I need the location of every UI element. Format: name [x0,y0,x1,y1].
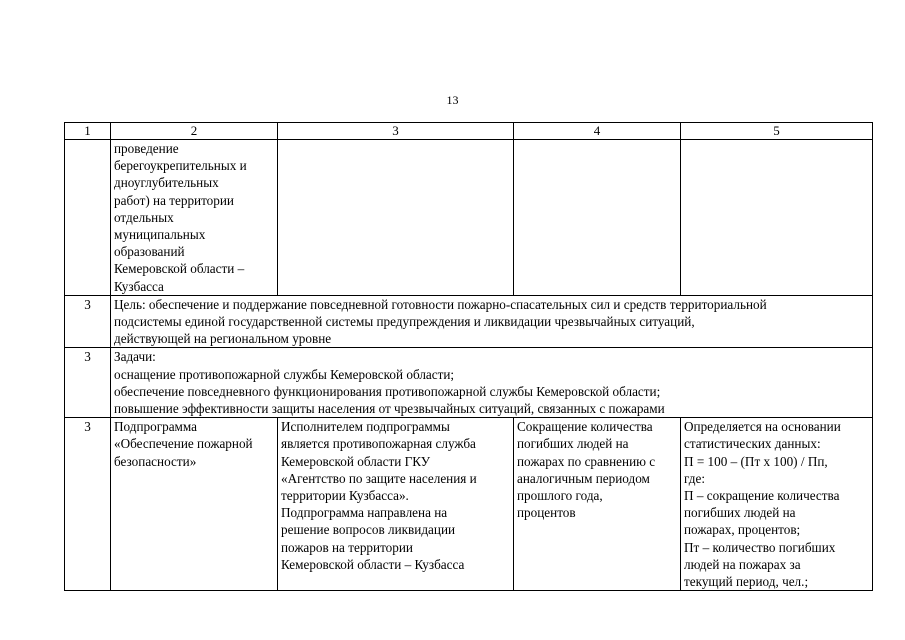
text-line: пожаров на территории [281,539,413,555]
header-col-5: 5 [681,123,873,140]
text-line: процентов [517,505,576,521]
header-col-1: 1 [65,123,111,140]
text-line: П = 100 – (Пт х 100) / Пп, [684,453,828,469]
document-table [64,122,873,591]
cell-empty [681,140,873,296]
text-line: берегоукрепительных и [114,158,247,174]
text-line: где: [684,470,705,486]
text-line: Кемеровской области ГКУ [281,453,431,469]
row-number: 3 [65,295,111,348]
text-line: безопасности» [114,453,197,469]
text-line: людей на пожарах за [684,556,801,572]
text-line: повышение эффективности защиты населения от чрезвычайных ситуаций, связанных с пожарами [114,401,665,417]
program-description [278,418,514,591]
text-line: пожарах по сравнению с [517,453,656,469]
text-line: решение вопросов ликвидации [281,522,456,538]
text-line: Подпрограмма направлена на [281,505,448,521]
text-line: Исполнителем подпрограммы [281,419,450,435]
text-line: действующей на региональном уровне [114,331,332,347]
header-col-2: 2 [111,123,278,140]
table-row-goal [65,295,873,348]
header-col-3: 3 [278,123,514,140]
program-indicator [514,418,681,591]
text-line: прошлого года, [517,488,603,504]
row-number: 3 [65,348,111,418]
program-name [111,418,278,591]
text-line: «Агентство по защите населения и [281,470,477,486]
text-line: Задачи: [114,349,156,365]
cell-empty [65,140,111,296]
text-line: работ) на территории [114,192,234,208]
cell-measure-text [111,140,278,296]
text-line: Кузбасса [114,278,164,294]
text-line: «Обеспечение пожарной [114,436,253,452]
text-line: Определяется на основании [684,419,841,435]
text-line: Цель: обеспечение и поддержание повседневной готовности пожарно-спасательных сил и средств территориальной [114,296,767,312]
table-row-program [65,418,873,591]
text-line: текущий период, чел.; [684,574,809,590]
text-line: П – сокращение количества [684,488,840,504]
header-col-4: 4 [514,123,681,140]
text-line: отдельных [114,209,174,225]
text-line: погибших людей на [684,505,796,521]
table-row-continuation [65,140,873,296]
text-line: Подпрограмма [114,419,198,435]
text-line: образований [114,244,185,260]
text-line: Кемеровской области – Кузбасса [281,556,465,572]
text-line: Пт – количество погибших [684,539,836,555]
text-line: территории Кузбасса». [281,488,409,504]
text-line: обеспечение повседневного функционирования противопожарной службы Кемеровской области; [114,383,661,399]
text-line: Кемеровской области – [114,261,245,277]
text-line: дноуглубительных [114,175,219,191]
cell-empty [514,140,681,296]
text-line: Сокращение количества [517,419,653,435]
tasks-text [111,348,873,418]
text-line: статистических данных: [684,436,821,452]
text-line: пожарах, процентов; [684,522,801,538]
text-line: муниципальных [114,227,206,243]
text-line: оснащение противопожарной службы Кемеровской области; [114,366,455,382]
row-number: 3 [65,418,111,591]
text-line: погибших людей на [517,436,629,452]
text-line: подсистемы единой государственной системы предупреждения и ликвидации чрезвычайных ситуаций, [114,314,695,330]
table-row-tasks [65,348,873,418]
text-line: аналогичным периодом [517,470,650,486]
text-line: проведение [114,141,179,156]
text-line: является противопожарная служба [281,436,476,452]
page-number: 13 [446,93,459,107]
program-method [681,418,873,591]
cell-empty [278,140,514,296]
table-header-row [65,123,873,140]
goal-text [111,295,873,348]
